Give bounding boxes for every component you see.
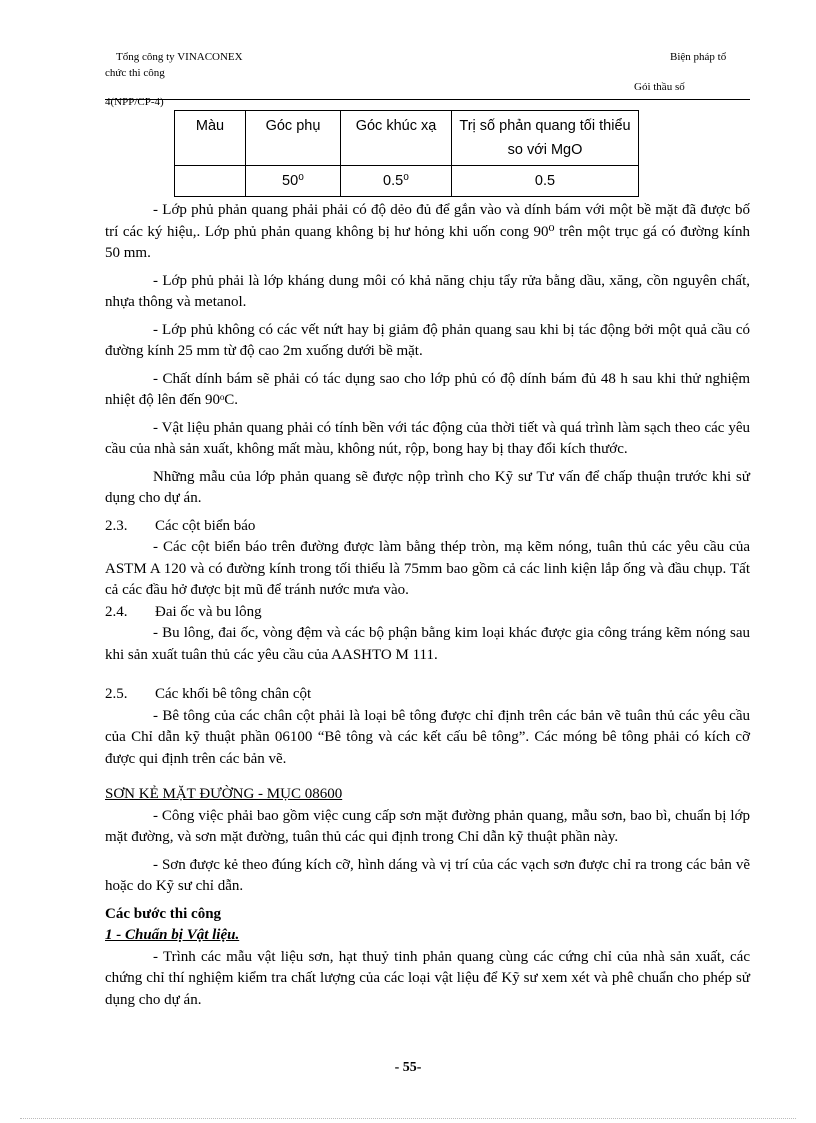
table-header-cell: Góc phụ xyxy=(246,111,341,166)
section-heading-2-3 xyxy=(105,516,750,538)
table-row xyxy=(175,166,639,197)
table-header-cell: Góc khúc xạ xyxy=(341,111,452,166)
paragraph: - Công việc phải bao gồm việc cung cấp sơn mặt đường phản quang, mẫu sơn, bao bì, chuẩn bị lớp mặt đường, và sơn mặt đường, tuân thủ các qui định trong Chỉ dẫn kỹ thuật phần này. xyxy=(105,807,750,845)
paragraph: - Chất dính bám sẽ phải có tác dụng sao cho lớp phủ có độ dính bám đủ 48 h sau khi thử nghiệm nhiệt độ lên đến 90ᵒC. xyxy=(105,370,750,408)
paragraph: - Sơn được kẻ theo đúng kích cỡ, hình dáng và vị trí của các vạch sơn được chỉ ra trong các bản vẽ hoặc do Kỹ sư chỉ dẫn. xyxy=(105,856,750,894)
section-number: 2.3. xyxy=(105,517,128,534)
section-title: Đai ốc và bu lông xyxy=(155,603,262,620)
reflectivity-table xyxy=(174,110,639,197)
table-header-row xyxy=(175,111,639,166)
header-rule xyxy=(105,99,750,100)
section-heading-2-4 xyxy=(105,602,750,624)
page-number: - 55- xyxy=(394,1060,422,1075)
paragraph: Những mẫu của lớp phản quang sẽ được nộp trình cho Kỹ sư Tư vấn để chấp thuận trước khi sử dụng cho dự án. xyxy=(105,468,750,506)
table-cell: 0.5⁰ xyxy=(341,166,452,197)
page-bottom-divider xyxy=(20,1118,796,1119)
paragraph: - Vật liệu phản quang phải có tính bền với tác động của thời tiết và quá trình làm sạch theo các yêu cầu của nhà sản xuất, không mất màu, không nút, rộp, bong hay bị thay đổi kích thước. xyxy=(105,419,750,457)
section-title: Các khối bê tông chân cột xyxy=(155,686,312,702)
paragraph: - Bu lông, đai ốc, vòng đệm và các bộ phận bằng kim loại khác được gia công tráng kẽm nóng sau khi sản xuất tuân thủ các yêu cầu của AASHTO M 111. xyxy=(105,625,750,663)
table-cell: 50⁰ xyxy=(246,166,341,197)
paragraph: - Lớp phủ không có các vết nứt hay bị giảm độ phản quang sau khi bị tác động bởi một quả cầu có đường kính 25 mm từ độ cao 2m xuống dưới bề mặt. xyxy=(105,321,750,359)
section-title: Các cột biển báo xyxy=(155,517,256,534)
header-package: Gói thầu số xyxy=(634,81,685,93)
heading-steps: Các bước thi công xyxy=(105,905,222,922)
paragraph: - Lớp phủ phải là lớp kháng dung môi có khả năng chịu tẩy rửa bằng dầu, xăng, cồn nguyên chất, nhựa thông và metanol. xyxy=(105,272,750,310)
header-right-title: Biện pháp tổ xyxy=(670,51,727,63)
paragraph: - Các cột biển báo trên đường được làm bằng thép tròn, mạ kẽm nóng, tuân thủ các yêu cầu của ASTM A 120 và có đường kính trong tối thiểu là 75mm bao gồm cả các linh kiện lắp ống và đầu chụp. Tất cả các đầu hở được bịt mũ để tránh nước mưa vào. xyxy=(105,539,750,598)
section-number: 2.5. xyxy=(105,686,128,702)
header-line2: chức thi công xyxy=(105,67,165,79)
heading-paint-section: SƠN KẺ MẶT ĐƯỜNG - MỤC 08600 xyxy=(105,786,343,802)
table-cell: 0.5 xyxy=(452,166,639,197)
table-cell xyxy=(175,166,246,197)
section-number: 2.4. xyxy=(105,603,128,620)
paragraph: - Lớp phủ phản quang phải phải có độ dẻo đủ để gắn vào và dính bám với một bề mặt đã được bố trí các ký hiệu,. Lớp phủ phản quang không bị hư hỏng khi uốn cong 90⁰ trên một trục gá có đường kính 50 mm. xyxy=(105,202,750,261)
section-heading-2-5 xyxy=(105,684,750,706)
header-code: 4(NPP/CP-4) xyxy=(105,96,164,108)
heading-material-prep: 1 - Chuẩn bị Vật liệu. xyxy=(105,927,240,943)
document-body xyxy=(105,200,750,1011)
table-header-cell: Trị số phản quang tối thiểu so với MgO xyxy=(452,111,639,166)
paragraph: - Bê tông của các chân cột phải là loại bê tông được chỉ định trên các bản vẽ tuân thủ các yêu cầu của Chỉ dẫn kỹ thuật phần 06100 “Bê tông và các kết cấu bê tông”. Các móng bê tông phải có kích cỡ được qui định trên các bản vẽ. xyxy=(105,707,750,767)
table-header-cell: Màu xyxy=(175,111,246,166)
paragraph: - Trình các mẫu vật liệu sơn, hạt thuỷ tinh phản quang cùng các cứng chỉ của nhà sản xuất, các chứng chỉ thí nghiệm kiểm tra chất lượng của các loại vật liệu để Kỹ sư xem xét và phê chuẩn cho phép sử dụng cho dự án. xyxy=(105,948,750,1008)
header-company: Tổng công ty VINACONEX xyxy=(116,51,243,63)
